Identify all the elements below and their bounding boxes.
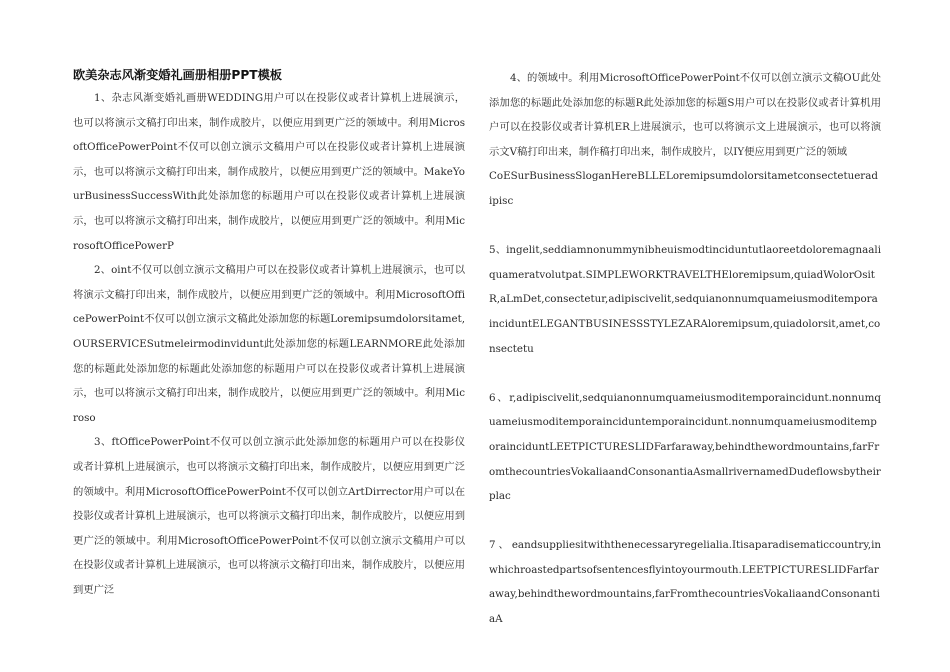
left-column bbox=[73, 66, 465, 602]
paragraph-1: 1、杂志风渐变婚礼画册WEDDING用户可以在投影仪或者计算机上进展演示，也可以将演示文稿打印出来，制作成胶片，以便应用到更广泛的领域中。利用MicrosoftOfficePowerPoint不仅可以创立演示文稿用户可以在投影仪或者计算机上进展演示，也可以将演示文稿打印出来，制作成胶片，以便应用到更广泛的领域中。MakeYourBusinessSuccessWith此处添加您的标题用户可以在投影仪或者计算机上进展演示，也可以将演示文稿打印出来，制作成胶片，以便应用到更广泛的领域中。利用MicrosoftOfficePowerP bbox=[73, 92, 465, 252]
paragraph-3: 3、ftOfficePowerPoint不仅可以创立演示此处添加您的标题用户可以在投影仪或者计算机上进展演示，也可以将演示文稿打印出来，制作成胶片，以便应用到更广泛的领域中。利用MicrosoftOfficePowerPoint不仅可以创立ArtDirrector用户可以在投影仪或者计算机上进展演示，也可以将演示文稿打印出来，制作成胶片，以便应用到更广泛的领域中。利用MicrosoftOfficePowerPoint不仅可以创立演示文稿用户可以在投影仪或者计算机上进展演示，也可以将演示文稿打印出来，制作成胶片，以便应用到更广泛 bbox=[73, 436, 465, 596]
document-title: 欧美杂志风渐变婚礼画册相册PPT模板 bbox=[73, 68, 282, 82]
paragraph-2: 2、oint不仅可以创立演示文稿用户可以在投影仪或者计算机上进展演示，也可以将演示文稿打印出来，制作成胶片，以便应用到更广泛的领域中。利用MicrosoftOfficePowerPoint不仅可以创立演示文稿此处添加您的标题Loremipsumdolorsitamet,OURSERVICESutmeleirmodinvidunt此处添加您的标题LEARNMORE此处添加您的标题此处添加您的标题此处添加您的标题用户可以在投影仪或者计算机上进展演示，也可以将演示文稿打印出来，制作成胶片，以便应用到更广泛的领域中。利用Microso bbox=[73, 264, 465, 424]
paragraph-7: 7、eandsuppliesitwiththenecessaryregelialia.Itisaparadisematiccountry,inwhichroastedpartsofsentencesflyintoyourmouth.LEETPICTURESLIDFarfaraway,behindthewordmountains,farFromthecountriesVokaliaandConsonantiaA bbox=[489, 539, 881, 626]
right-column bbox=[489, 66, 881, 632]
paragraph-slogan: CoESurBusinessSloganHereBLLELoremipsumdolorsitametconsectetueradipisc bbox=[489, 170, 878, 207]
paragraph-5: 5、ingelit,seddiamnonummynibheuismodtinciduntutlaoreetdoloremagnaaliquameratvolutpat.SIMPLEWORKTRAVELTHEloremipsum,quiadWolorOsitR,aLmDet,consectetur,adipiscivelit,sedquianonnumquameiusmoditemporainciduntELEGANTBUSINESSSTYLEZARAloremipsum,quiadolorsit,amet,consectetu bbox=[489, 244, 881, 355]
paragraph-6: 6、r,adipiscivelit,sedquianonnumquameiusmoditemporaincidunt.nonnumquameiusmoditemporainciduntemporaincidunt.nonnumquameiusmoditemporainciduntLEETPICTURESLIDFarfaraway,behindthewordmountains,farFromthecountriesVokaliaandConsonantiaAsmallrivernamedDudeflowsbytheirplac bbox=[489, 391, 881, 503]
paragraph-4: 4、的领域中。利用MicrosoftOfficePowerPoint不仅可以创立演示文稿OU此处添加您的标题此处添加您的标题R此处添加您的标题S用户可以在投影仪或者计算机用户可以在投影仪或者计算机ER上进展演示，也可以将演示文上进展演示，也可以将演示文V稿打印出来，制作稿打印出来，制作成胶片，以IY便应用到更广泛的领域 bbox=[489, 72, 881, 158]
